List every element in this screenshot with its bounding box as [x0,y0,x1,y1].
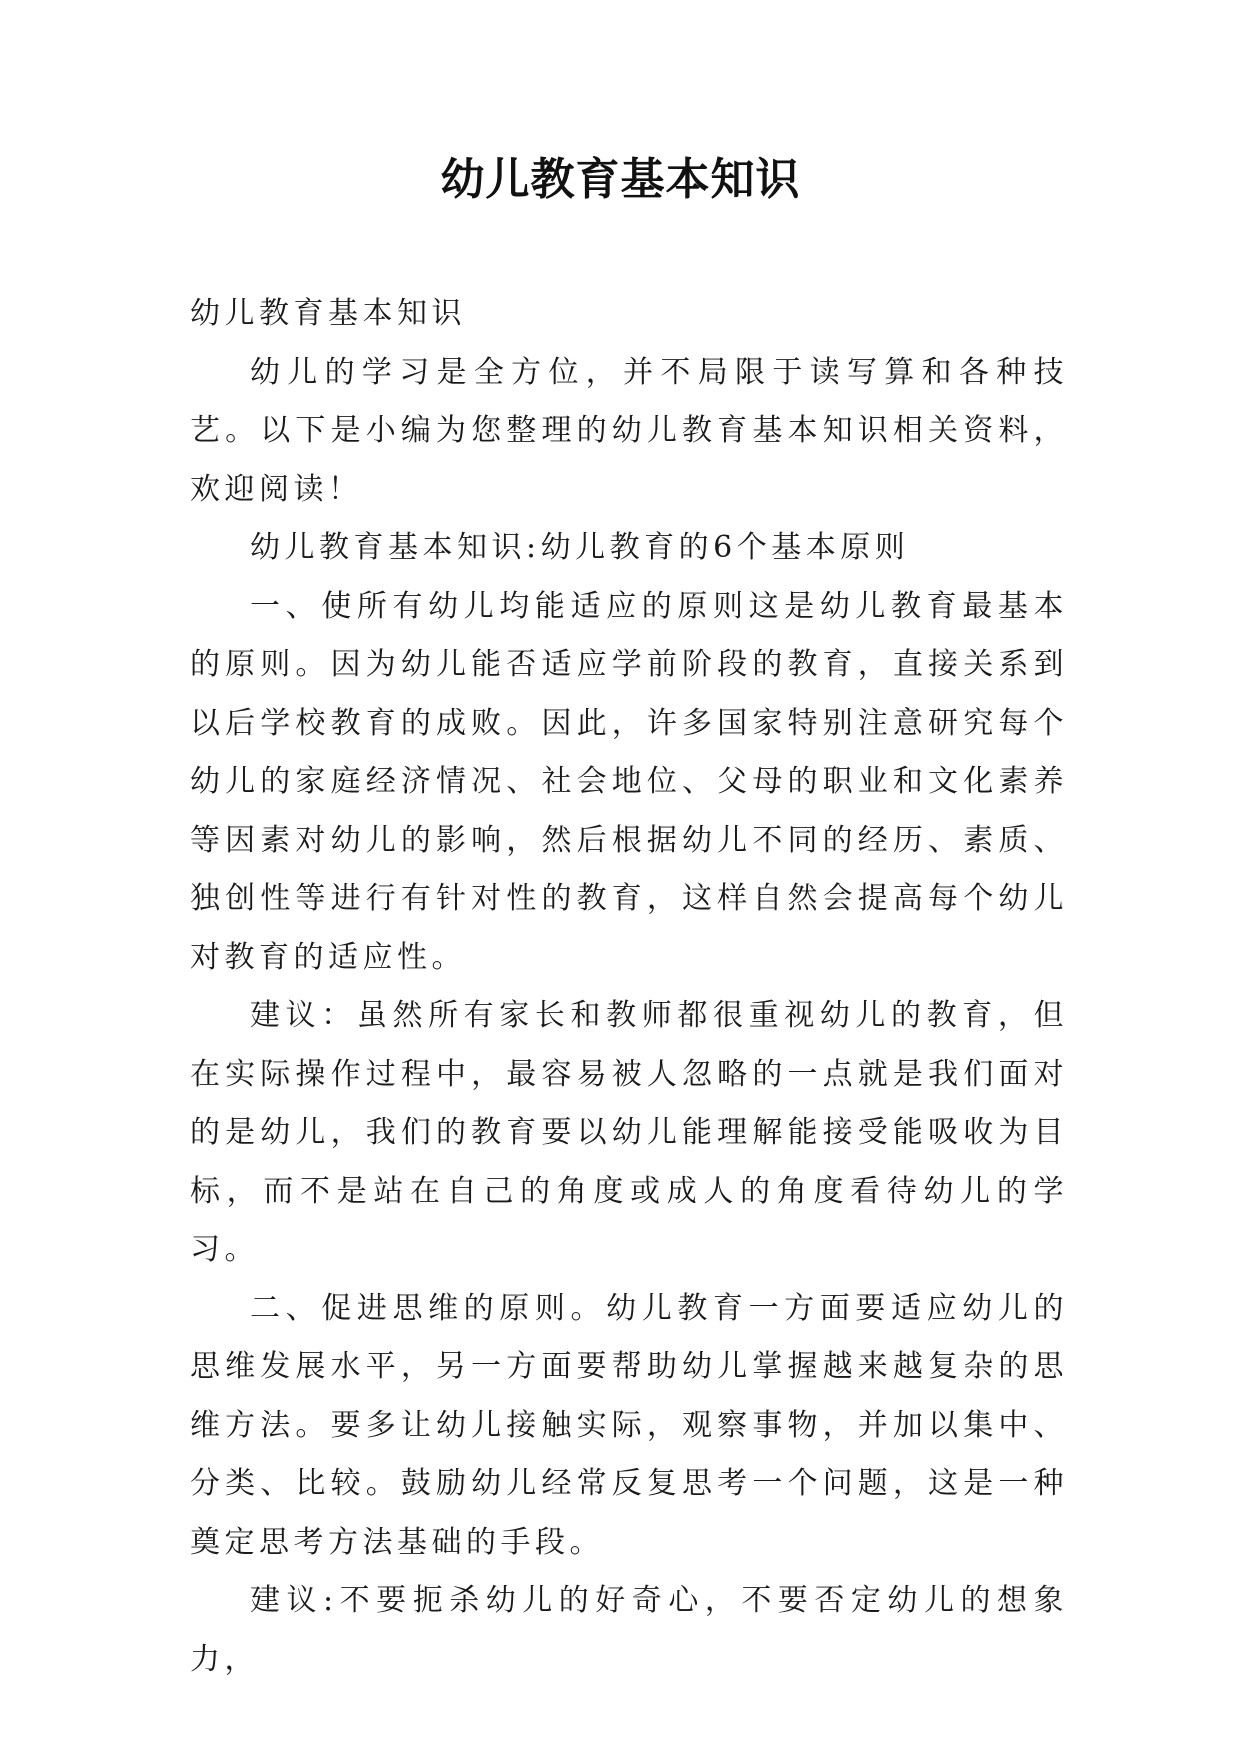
document-body [190,285,1068,1689]
paragraph-suggestion-1: 建议：虽然所有家长和教师都很重视幼儿的教育，但在实际操作过程中，最容易被人忽略的一点就是我们面对的是幼儿，我们的教育要以幼儿能理解能接受能吸收为目标，而不是站在自己的角度或成人的角度看待幼儿的学习。 [190,998,1068,1267]
paragraph-section-heading: 幼儿教育基本知识:幼儿教育的6个基本原则 [250,530,910,565]
paragraph-principle-2: 二、促进思维的原则。幼儿教育一方面要适应幼儿的思维发展水平，另一方面要帮助幼儿掌握越来越复杂的思维方法。要多让幼儿接触实际，观察事物，并加以集中、分类、比较。鼓励幼儿经常反复思考一个问题，这是一种奠定思考方法基础的手段。 [190,1290,1068,1560]
document-title: 幼儿教育基本知识 [440,154,801,205]
paragraph-principle-1: 一、使所有幼儿均能适应的原则这是幼儿教育最基本的原则。因为幼儿能否适应学前阶段的教育，直接关系到以后学校教育的成败。因此，许多国家特别注意研究每个幼儿的家庭经济情况、社会地位、父母的职业和文化素养等因素对幼儿的影响，然后根据幼儿不同的经历、素质、独创性等进行有针对性的教育，这样自然会提高每个幼儿对教育的适应性。 [190,588,1068,975]
paragraph-subtitle: 幼儿教育基本知识 [190,296,466,331]
paragraph-intro: 幼儿的学习是全方位，并不局限于读写算和各种技艺。以下是小编为您整理的幼儿教育基本知识相关资料，欢迎阅读！ [190,354,1068,507]
paragraph-suggestion-2: 建议:不要扼杀幼儿的好奇心，不要否定幼儿的想象力， [190,1583,1068,1677]
